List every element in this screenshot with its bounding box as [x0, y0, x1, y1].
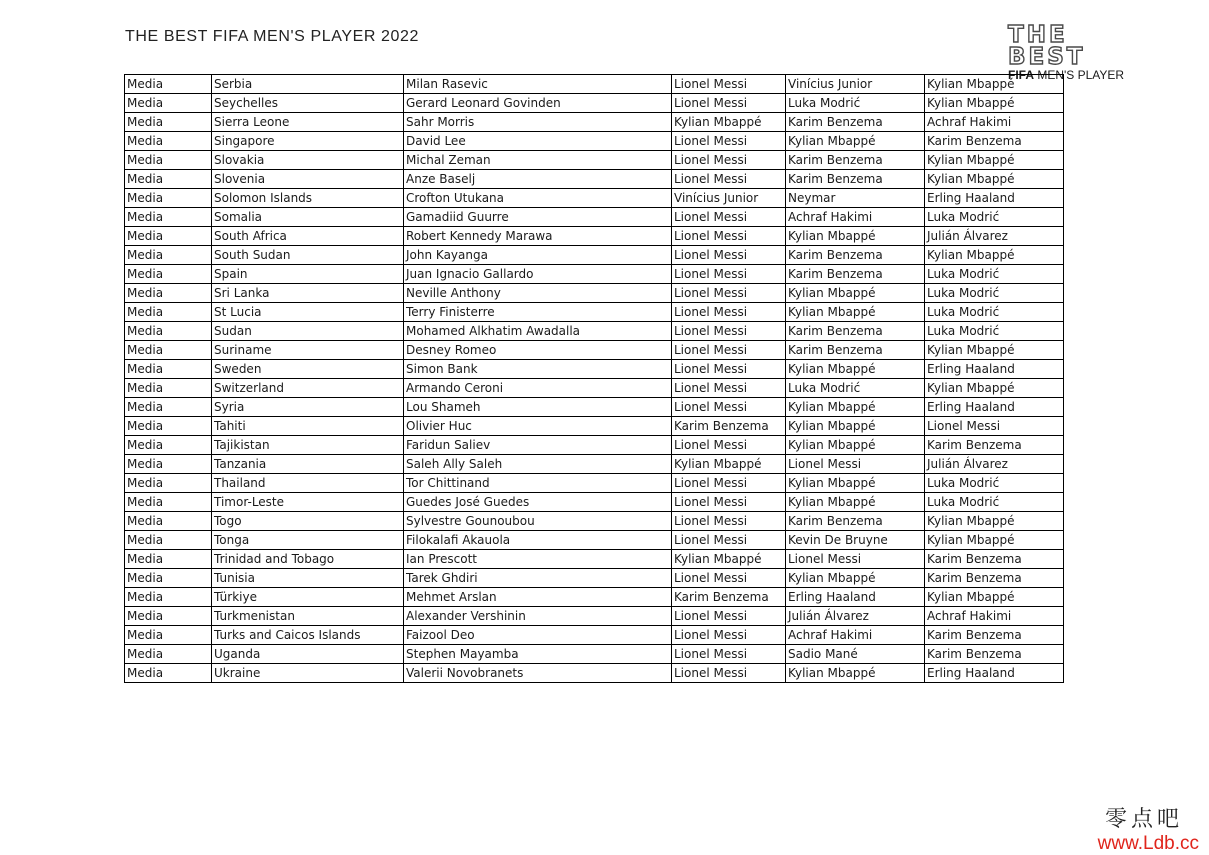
votes-table-body — [125, 75, 1064, 683]
table-row — [125, 284, 1064, 303]
second-place-cell: Vinícius Junior — [786, 75, 925, 94]
first-place-cell: Lionel Messi — [672, 531, 786, 550]
country-cell: Turkmenistan — [212, 607, 404, 626]
first-place-cell: Karim Benzema — [672, 588, 786, 607]
category-cell: Media — [125, 170, 212, 189]
table-row — [125, 512, 1064, 531]
second-place-cell: Kylian Mbappé — [786, 284, 925, 303]
first-place-cell: Kylian Mbappé — [672, 455, 786, 474]
second-place-cell: Kylian Mbappé — [786, 303, 925, 322]
country-cell: Syria — [212, 398, 404, 417]
country-cell: Sweden — [212, 360, 404, 379]
country-cell: Togo — [212, 512, 404, 531]
table-row — [125, 151, 1064, 170]
voter-cell: Faridun Saliev — [404, 436, 672, 455]
third-place-cell: Luka Modrić — [925, 322, 1064, 341]
third-place-cell: Karim Benzema — [925, 645, 1064, 664]
category-cell: Media — [125, 645, 212, 664]
category-cell: Media — [125, 607, 212, 626]
second-place-cell: Karim Benzema — [786, 246, 925, 265]
second-place-cell: Kevin De Bruyne — [786, 531, 925, 550]
category-cell: Media — [125, 284, 212, 303]
table-row — [125, 664, 1064, 683]
category-cell: Media — [125, 550, 212, 569]
third-place-cell: Karim Benzema — [925, 550, 1064, 569]
third-place-cell: Erling Haaland — [925, 664, 1064, 683]
category-cell: Media — [125, 398, 212, 417]
country-cell: Sierra Leone — [212, 113, 404, 132]
first-place-cell: Lionel Messi — [672, 569, 786, 588]
second-place-cell: Kylian Mbappé — [786, 664, 925, 683]
second-place-cell: Kylian Mbappé — [786, 569, 925, 588]
category-cell: Media — [125, 493, 212, 512]
country-cell: South Africa — [212, 227, 404, 246]
first-place-cell: Lionel Messi — [672, 265, 786, 284]
voter-cell: Gerard Leonard Govinden — [404, 94, 672, 113]
voter-cell: Mohamed Alkhatim Awadalla — [404, 322, 672, 341]
country-cell: Switzerland — [212, 379, 404, 398]
first-place-cell: Lionel Messi — [672, 170, 786, 189]
voter-cell: John Kayanga — [404, 246, 672, 265]
voter-cell: Sylvestre Gounoubou — [404, 512, 672, 531]
third-place-cell: Luka Modrić — [925, 493, 1064, 512]
second-place-cell: Kylian Mbappé — [786, 360, 925, 379]
country-cell: Slovakia — [212, 151, 404, 170]
first-place-cell: Vinícius Junior — [672, 189, 786, 208]
third-place-cell: Julián Álvarez — [925, 227, 1064, 246]
country-cell: Sri Lanka — [212, 284, 404, 303]
category-cell: Media — [125, 379, 212, 398]
country-cell: Türkiye — [212, 588, 404, 607]
first-place-cell: Lionel Messi — [672, 322, 786, 341]
voter-cell: Crofton Utukana — [404, 189, 672, 208]
table-row — [125, 132, 1064, 151]
category-cell: Media — [125, 664, 212, 683]
third-place-cell: Luka Modrić — [925, 284, 1064, 303]
table-row — [125, 113, 1064, 132]
table-row — [125, 531, 1064, 550]
third-place-cell: Lionel Messi — [925, 417, 1064, 436]
table-row — [125, 436, 1064, 455]
voter-cell: Gamadiid Guurre — [404, 208, 672, 227]
third-place-cell: Kylian Mbappé — [925, 588, 1064, 607]
country-cell: Singapore — [212, 132, 404, 151]
category-cell: Media — [125, 94, 212, 113]
second-place-cell: Lionel Messi — [786, 455, 925, 474]
table-row — [125, 626, 1064, 645]
first-place-cell: Lionel Messi — [672, 626, 786, 645]
second-place-cell: Kylian Mbappé — [786, 417, 925, 436]
country-cell: Thailand — [212, 474, 404, 493]
country-cell: Turks and Caicos Islands — [212, 626, 404, 645]
category-cell: Media — [125, 303, 212, 322]
first-place-cell: Lionel Messi — [672, 208, 786, 227]
voter-cell: Tor Chittinand — [404, 474, 672, 493]
third-place-cell: Kylian Mbappé — [925, 94, 1064, 113]
third-place-cell: Achraf Hakimi — [925, 113, 1064, 132]
third-place-cell: Karim Benzema — [925, 436, 1064, 455]
country-cell: Serbia — [212, 75, 404, 94]
third-place-cell: Luka Modrić — [925, 303, 1064, 322]
third-place-cell: Erling Haaland — [925, 398, 1064, 417]
table-row — [125, 322, 1064, 341]
third-place-cell: Kylian Mbappé — [925, 341, 1064, 360]
first-place-cell: Lionel Messi — [672, 94, 786, 113]
third-place-cell: Luka Modrić — [925, 265, 1064, 284]
voter-cell: Faizool Deo — [404, 626, 672, 645]
first-place-cell: Kylian Mbappé — [672, 550, 786, 569]
first-place-cell: Lionel Messi — [672, 360, 786, 379]
second-place-cell: Kylian Mbappé — [786, 227, 925, 246]
first-place-cell: Lionel Messi — [672, 474, 786, 493]
first-place-cell: Lionel Messi — [672, 75, 786, 94]
first-place-cell: Kylian Mbappé — [672, 113, 786, 132]
voter-cell: Neville Anthony — [404, 284, 672, 303]
third-place-cell: Erling Haaland — [925, 189, 1064, 208]
voter-cell: Valerii Novobranets — [404, 664, 672, 683]
first-place-cell: Lionel Messi — [672, 436, 786, 455]
category-cell: Media — [125, 569, 212, 588]
voter-cell: Alexander Vershinin — [404, 607, 672, 626]
country-cell: Timor-Leste — [212, 493, 404, 512]
third-place-cell: Kylian Mbappé — [925, 75, 1064, 94]
logo-fifa-text: FIFA — [1008, 68, 1034, 82]
third-place-cell: Julián Álvarez — [925, 455, 1064, 474]
table-row — [125, 208, 1064, 227]
table-row — [125, 474, 1064, 493]
third-place-cell: Kylian Mbappé — [925, 512, 1064, 531]
third-place-cell: Kylian Mbappé — [925, 151, 1064, 170]
second-place-cell: Kylian Mbappé — [786, 493, 925, 512]
table-row — [125, 303, 1064, 322]
country-cell: Ukraine — [212, 664, 404, 683]
country-cell: Seychelles — [212, 94, 404, 113]
country-cell: St Lucia — [212, 303, 404, 322]
third-place-cell: Kylian Mbappé — [925, 379, 1064, 398]
table-row — [125, 94, 1064, 113]
table-row — [125, 417, 1064, 436]
second-place-cell: Kylian Mbappé — [786, 474, 925, 493]
first-place-cell: Lionel Messi — [672, 151, 786, 170]
table-row — [125, 607, 1064, 626]
voter-cell: Filokalafi Akauola — [404, 531, 672, 550]
third-place-cell: Kylian Mbappé — [925, 246, 1064, 265]
category-cell: Media — [125, 208, 212, 227]
country-cell: Tonga — [212, 531, 404, 550]
voter-cell: Guedes José Guedes — [404, 493, 672, 512]
third-place-cell: Karim Benzema — [925, 132, 1064, 151]
category-cell: Media — [125, 512, 212, 531]
voter-cell: David Lee — [404, 132, 672, 151]
voter-cell: Ian Prescott — [404, 550, 672, 569]
voter-cell: Sahr Morris — [404, 113, 672, 132]
page-title: THE BEST FIFA MEN'S PLAYER 2022 — [125, 28, 420, 45]
category-cell: Media — [125, 436, 212, 455]
country-cell: South Sudan — [212, 246, 404, 265]
country-cell: Somalia — [212, 208, 404, 227]
third-place-cell: Kylian Mbappé — [925, 170, 1064, 189]
category-cell: Media — [125, 113, 212, 132]
second-place-cell: Erling Haaland — [786, 588, 925, 607]
third-place-cell: Achraf Hakimi — [925, 607, 1064, 626]
country-cell: Solomon Islands — [212, 189, 404, 208]
second-place-cell: Achraf Hakimi — [786, 626, 925, 645]
category-cell: Media — [125, 474, 212, 493]
table-row — [125, 227, 1064, 246]
table-row — [125, 189, 1064, 208]
first-place-cell: Lionel Messi — [672, 303, 786, 322]
voter-cell: Olivier Huc — [404, 417, 672, 436]
category-cell: Media — [125, 588, 212, 607]
first-place-cell: Karim Benzema — [672, 417, 786, 436]
second-place-cell: Luka Modrić — [786, 379, 925, 398]
second-place-cell: Sadio Mané — [786, 645, 925, 664]
voter-cell: Milan Rasevic — [404, 75, 672, 94]
second-place-cell: Kylian Mbappé — [786, 398, 925, 417]
table-row — [125, 569, 1064, 588]
category-cell: Media — [125, 455, 212, 474]
first-place-cell: Lionel Messi — [672, 341, 786, 360]
table-row — [125, 550, 1064, 569]
second-place-cell: Karim Benzema — [786, 113, 925, 132]
second-place-cell: Luka Modrić — [786, 94, 925, 113]
first-place-cell: Lionel Messi — [672, 284, 786, 303]
first-place-cell: Lionel Messi — [672, 246, 786, 265]
voter-cell: Armando Ceroni — [404, 379, 672, 398]
first-place-cell: Lionel Messi — [672, 607, 786, 626]
category-cell: Media — [125, 227, 212, 246]
table-row — [125, 398, 1064, 417]
country-cell: Suriname — [212, 341, 404, 360]
table-row — [125, 588, 1064, 607]
voter-cell: Stephen Mayamba — [404, 645, 672, 664]
table-row — [125, 455, 1064, 474]
category-cell: Media — [125, 341, 212, 360]
country-cell: Slovenia — [212, 170, 404, 189]
category-cell: Media — [125, 189, 212, 208]
country-cell: Sudan — [212, 322, 404, 341]
third-place-cell: Luka Modrić — [925, 208, 1064, 227]
voter-cell: Tarek Ghdiri — [404, 569, 672, 588]
country-cell: Uganda — [212, 645, 404, 664]
second-place-cell: Kylian Mbappé — [786, 132, 925, 151]
first-place-cell: Lionel Messi — [672, 227, 786, 246]
category-cell: Media — [125, 626, 212, 645]
first-place-cell: Lionel Messi — [672, 512, 786, 531]
second-place-cell: Karim Benzema — [786, 170, 925, 189]
second-place-cell: Achraf Hakimi — [786, 208, 925, 227]
country-cell: Tahiti — [212, 417, 404, 436]
third-place-cell: Erling Haaland — [925, 360, 1064, 379]
voter-cell: Anze Baselj — [404, 170, 672, 189]
first-place-cell: Lionel Messi — [672, 398, 786, 417]
watermark-url: www.Ldb.cc — [1097, 833, 1199, 854]
table-row — [125, 493, 1064, 512]
logo-mens-player-text: MEN'S PLAYER — [1034, 68, 1125, 82]
first-place-cell: Lionel Messi — [672, 132, 786, 151]
category-cell: Media — [125, 531, 212, 550]
country-cell: Spain — [212, 265, 404, 284]
second-place-cell: Karim Benzema — [786, 151, 925, 170]
country-cell: Tanzania — [212, 455, 404, 474]
voter-cell: Desney Romeo — [404, 341, 672, 360]
voter-cell: Juan Ignacio Gallardo — [404, 265, 672, 284]
second-place-cell: Julián Álvarez — [786, 607, 925, 626]
second-place-cell: Neymar — [786, 189, 925, 208]
voter-cell: Simon Bank — [404, 360, 672, 379]
logo-the-best-text: THE BEST — [1008, 22, 1086, 70]
third-place-cell: Kylian Mbappé — [925, 531, 1064, 550]
voter-cell: Mehmet Arslan — [404, 588, 672, 607]
table-row — [125, 341, 1064, 360]
table-row — [125, 360, 1064, 379]
country-cell: Trinidad and Tobago — [212, 550, 404, 569]
category-cell: Media — [125, 265, 212, 284]
voter-cell: Terry Finisterre — [404, 303, 672, 322]
first-place-cell: Lionel Messi — [672, 379, 786, 398]
voter-cell: Lou Shameh — [404, 398, 672, 417]
third-place-cell: Karim Benzema — [925, 569, 1064, 588]
category-cell: Media — [125, 151, 212, 170]
third-place-cell: Luka Modrić — [925, 474, 1064, 493]
second-place-cell: Lionel Messi — [786, 550, 925, 569]
category-cell: Media — [125, 322, 212, 341]
table-row — [125, 265, 1064, 284]
table-row — [125, 75, 1064, 94]
third-place-cell: Karim Benzema — [925, 626, 1064, 645]
category-cell: Media — [125, 360, 212, 379]
first-place-cell: Lionel Messi — [672, 493, 786, 512]
category-cell: Media — [125, 132, 212, 151]
table-row — [125, 379, 1064, 398]
voter-cell: Robert Kennedy Marawa — [404, 227, 672, 246]
second-place-cell: Karim Benzema — [786, 322, 925, 341]
category-cell: Media — [125, 75, 212, 94]
second-place-cell: Karim Benzema — [786, 265, 925, 284]
category-cell: Media — [125, 246, 212, 265]
second-place-cell: Kylian Mbappé — [786, 436, 925, 455]
voter-cell: Saleh Ally Saleh — [404, 455, 672, 474]
second-place-cell: Karim Benzema — [786, 341, 925, 360]
voter-cell: Michal Zeman — [404, 151, 672, 170]
table-row — [125, 645, 1064, 664]
table-row — [125, 170, 1064, 189]
votes-table — [124, 74, 1064, 683]
second-place-cell: Karim Benzema — [786, 512, 925, 531]
category-cell: Media — [125, 417, 212, 436]
table-row — [125, 246, 1064, 265]
first-place-cell: Lionel Messi — [672, 645, 786, 664]
watermark-chinese: 零点吧 — [1104, 807, 1183, 832]
country-cell: Tajikistan — [212, 436, 404, 455]
country-cell: Tunisia — [212, 569, 404, 588]
first-place-cell: Lionel Messi — [672, 664, 786, 683]
